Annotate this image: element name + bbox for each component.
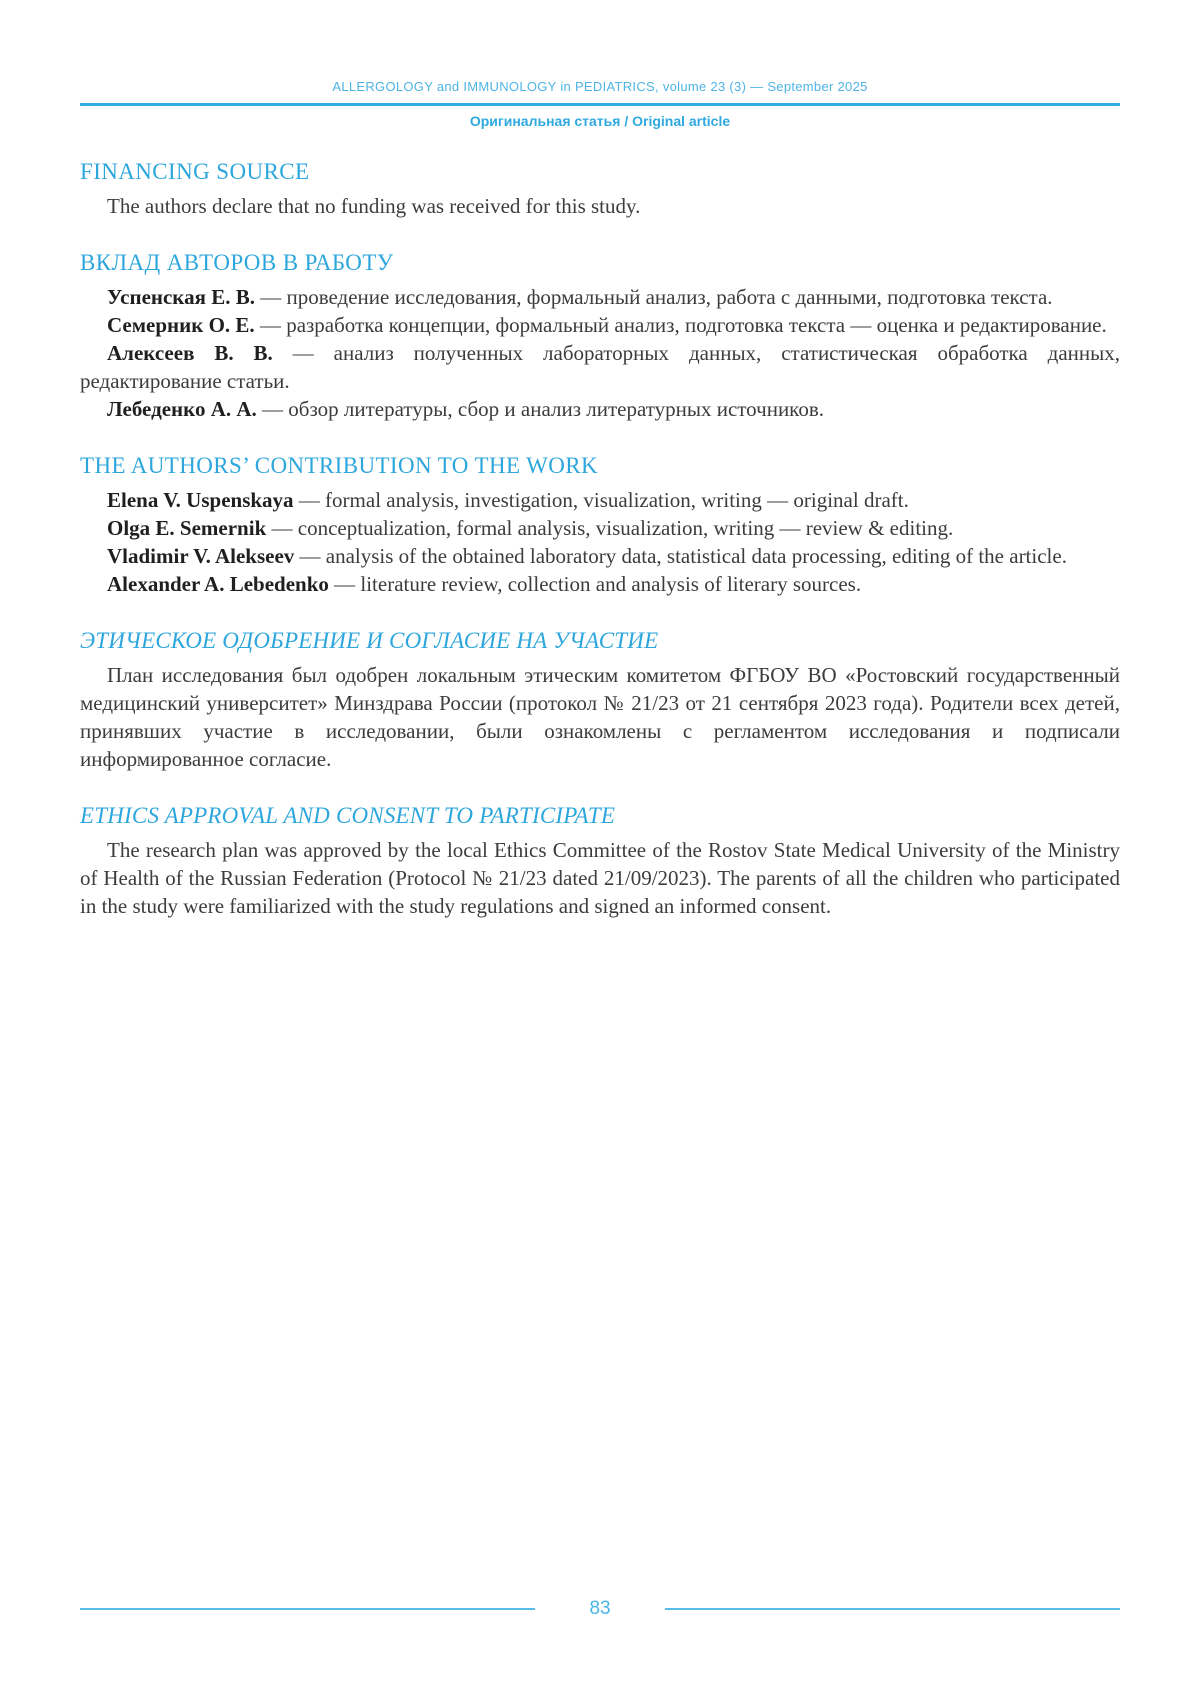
ethics-en-text: The research plan was approved by the local Ethics Committee of the Rostov State Medical University of the Ministry of Health of the Russian Federation (Protocol № 21/23 dated 21/09/2023). The parents of all the children who participated in the study were familiarized with the study regulations and signed an informed consent. (80, 837, 1120, 918)
author-name: Лебеденко А. А. (107, 396, 257, 421)
section-contribution-ru (80, 250, 1120, 423)
section-contribution-en (80, 453, 1120, 598)
contribution-text: — conceptualization, formal analysis, visualization, writing — review & editing. (271, 515, 954, 540)
page-footer (80, 1596, 1120, 1622)
contribution-item (80, 486, 1120, 514)
running-head (0, 0, 1200, 129)
section-ethics-ru (80, 628, 1120, 773)
contribution-item (80, 311, 1120, 339)
contribution-text: — formal analysis, investigation, visualization, writing — original draft. (298, 487, 909, 512)
contribution-item (80, 395, 1120, 423)
contribution-en-heading: THE AUTHORS’ CONTRIBUTION TO THE WORK (80, 452, 599, 478)
author-name: Алексеев В. В. (107, 340, 273, 365)
author-name: Alexander A. Lebedenko (107, 571, 329, 596)
author-name: Семерник О. Е. (107, 312, 255, 337)
contribution-text: — разработка концепции, формальный анализ, подготовка текста — оценка и редактирование. (259, 312, 1107, 337)
contribution-ru-heading: ВКЛАД АВТОРОВ В РАБОТУ (80, 249, 394, 275)
footer-rule-left (80, 1608, 535, 1610)
author-name: Успенская Е. В. (107, 284, 255, 309)
section-ethics-en (80, 803, 1120, 920)
ethics-ru-text: План исследования был одобрен локальным этическим комитетом ФГБОУ ВО «Ростовский государственный медицинский университет» Минздрава России (протокол № 21/23 от 21 сентября 2023 года). Родители всех детей, принявших участие в исследовании, были ознакомлены с регламентом исследования и подписали информированное согласие. (80, 662, 1120, 771)
contribution-text: — проведение исследования, формальный анализ, работа с данными, подготовка текста. (260, 284, 1053, 309)
author-name: Vladimir V. Alekseev (107, 543, 295, 568)
article-type-label: Оригинальная статья / Original article (469, 112, 731, 129)
section-financing-source (80, 159, 1120, 220)
author-name: Elena V. Uspenskaya (107, 487, 294, 512)
contribution-text: — analysis of the obtained laboratory data, statistical data processing, editing of the article. (299, 543, 1067, 568)
contribution-item (80, 570, 1120, 598)
contribution-item (80, 542, 1120, 570)
contribution-item (80, 283, 1120, 311)
article-content (0, 159, 1200, 920)
author-name: Olga E. Semernik (107, 515, 267, 540)
contribution-text: — literature review, collection and analysis of literary sources. (334, 571, 862, 596)
footer-rule-right (665, 1608, 1120, 1610)
contribution-item (80, 339, 1120, 395)
contribution-item (80, 514, 1120, 542)
journal-title: ALLERGOLOGY and IMMUNOLOGY in PEDIATRICS, volume 23 (3) — September 2025 (332, 79, 868, 94)
financing-source-heading: FINANCING SOURCE (80, 158, 310, 184)
ethics-ru-heading: ЭТИЧЕСКОЕ ОДОБРЕНИЕ И СОГЛАСИЕ НА УЧАСТИЕ (80, 627, 659, 653)
header-rule (80, 103, 1120, 106)
contribution-text: — анализ полученных лабораторных данных, статистическая обработка данных, редактирование статьи. (80, 340, 1121, 393)
page-number: 83 (589, 1598, 611, 1619)
financing-source-text: The authors declare that no funding was received for this study. (107, 193, 641, 218)
ethics-en-heading: ETHICS APPROVAL AND CONSENT TO PARTICIPATE (80, 802, 616, 828)
contribution-text: — обзор литературы, сбор и анализ литературных источников. (262, 396, 824, 421)
